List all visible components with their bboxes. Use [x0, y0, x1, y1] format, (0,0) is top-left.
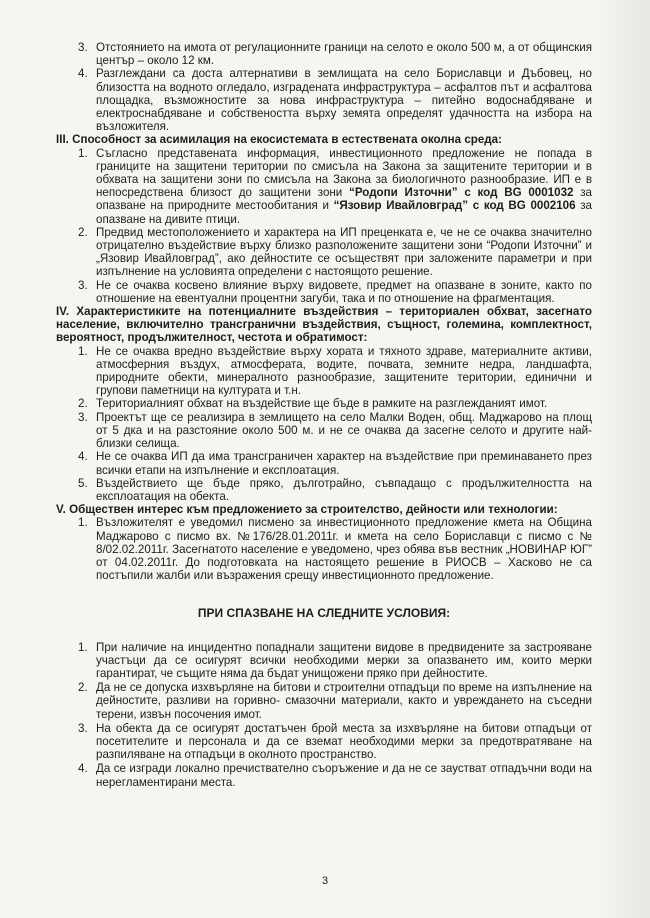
list-item: 2. Да не се допуска изхвърляне на битови и строителни отпадъци по време на изпълнение на дейностите, разливи на горивно- смазочни материали, както и увреждането на съседни терени, извън посочения имот.: [78, 681, 592, 721]
section-iv-heading: IV. Характеристиките на потенциалните въздействия – териториален обхват, засегнато население, включително трансгранични въздействия, същност, големина, комплектност, вероятност, продължителност, честота и обратимост:: [56, 305, 592, 345]
list-item: 1. Не се очаква вредно въздействие върху хората и тяхното здраве, материалните активи, атмосферния въздух, атмосферата, водите, почвата, земните недра, ландшафта, природните обекти, минералното разнообразие, защитените територии, единични и групови паметници на културата и т.н.: [78, 344, 592, 398]
list-item: 1. При наличие на инцидентно попаднали защитени видове в предвидените за застрояване участъци да се осигурят всички необходими мерки за опазването им, които мерки гарантират, че същите няма да бъдат унищожени пряко при дейностите.: [78, 640, 592, 680]
list-item: 5. Въздействието ще бъде пряко, дълготрайно, съвпадащо с продължителността на експлоатация на обекта.: [78, 476, 592, 503]
document-body: [56, 41, 592, 790]
list-item: 2. Териториалният обхват на въздействие ще бъде в рамките на разглежданият имот.: [78, 397, 548, 411]
list-item: 4. Разглеждани са доста алтернативи в землищата на село Бориславци и Дъбовец, но близостта на водното огледало, изградената инфраструктура – асфалтов път и асфалтова площадка, възможностите за нова инфраструктура – питейно водоснабдяване и електроснабдяване и собствеността върху земята определят удачността на избора на възложителя.: [78, 67, 592, 134]
page-number: 3: [321, 875, 329, 887]
list-item: 1. Съгласно представената информация, инвестиционното предложение не попада в границите на защитени територии по смисъла на Закона за защитените територии и в обхвата на защитени зони по смисъла на Закона за биологичното разнообразие. ИП е в непосредствена близост до защитени зони “Родопи Източни” с код BG 0001032 за опазване на природните местообитания и “Язовир Ивайловград” с код BG 0002106 за опазване на дивите птици.: [78, 146, 592, 226]
section-ii-list: [56, 41, 592, 133]
list-item: 2. Предвид местоположението и характера на ИП преценката е, че не се очаква значително отрицателно въздействие върху близко разположените защитени зони “Родопи Източни” и „Язовир Ивайловград”, ако дейностите се осъществят при заложените параметри и при изпълнение на условията определени с настоящото решение.: [78, 225, 592, 279]
list-item: 3. Не се очаква косвено влияние върху видовете, предмет на опазване в зоните, както по отношение на евентуални процентни загуби, така и по отношение на фрагментация.: [78, 278, 592, 305]
section-iii-list: [56, 147, 592, 305]
list-item: 4. Не се очаква ИП да има трансграничен характер на въздействие при преминаването през всички етапи на изпълнение и експлоатация.: [78, 450, 592, 477]
list-item: 1. Възложителят е уведомил писмено за инвестиционното предложение кмета на Община Маджарово с писмо вх. №176/28.01.2011г. и кмета на село Бориславци с писмо с № 8/02.02.2011г. Засегнатото население е уведомено, чрез обява във вестник „НОВИНАР ЮГ” от 04.02.2011г. До подготовката на настоящето решение в РИОСВ – Хасково не са постъпили жалби или възражения срещу инвестиционното предложение.: [78, 516, 592, 583]
section-iv-list: [56, 345, 592, 503]
section-v-heading: V. Обществен интерес към предложението за строителство, дейности или технологии:: [56, 503, 558, 517]
section-v-list: [56, 516, 592, 582]
list-item: 3. Проектът ще се реализира в землището на село Малки Воден, общ. Маджарово на площ от 5 дка и на разстояние около 500 м. и не се очаква да засегне селото и другите най-близки селища.: [78, 410, 592, 451]
list-item: 4. Да се изгради локално пречиствателно съоръжение и да не се заустват отпадъчни води на нерегламентирани места.: [78, 762, 592, 789]
page-edge-shadow: [594, 0, 650, 918]
conditions-title: ПРИ СПАЗВАНЕ НА СЛЕДНИТЕ УСЛОВИЯ:: [197, 606, 451, 621]
list-item: 3. Отстоянието на имота от регулационните граници на селото е около 500 м, а от общинския център – около 12 км.: [78, 41, 592, 68]
list-item: 3. На обекта да се осигурят достатъчен брой места за изхвърляне на битови отпадъци от посетителите и персонала и да се вземат необходими мерки за предотвратяване на разпиляване на отпадъци в околното пространство.: [78, 721, 592, 762]
section-iii-heading: III. Способност за асимилация на екосистемата в естествената околна среда:: [56, 133, 502, 147]
conditions-list: [56, 641, 592, 789]
